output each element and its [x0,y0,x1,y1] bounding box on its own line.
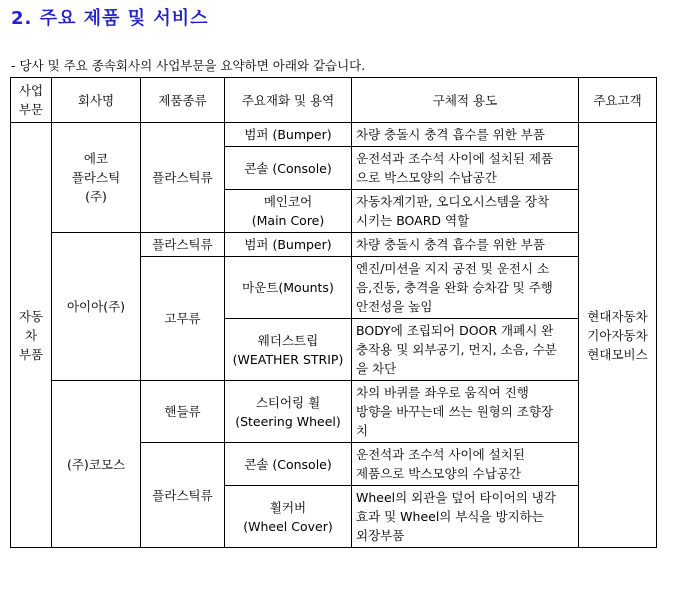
customer-cell: 현대자동차 기아자동차 현대모비스 [579,123,657,548]
header-usage: 구체적 용도 [352,78,579,123]
material-cell: 콘솔 (Console) [225,147,352,190]
type-handle: 핸들류 [141,381,225,443]
type-plastic-eco: 플라스틱류 [141,123,225,233]
intro-text: - 당사 및 주요 종속회사의 사업부문을 요약하면 아래와 같습니다. [11,58,366,73]
usage-cell: Wheel의 외관을 덮어 타이어의 냉각 효과 및 Wheel의 부식을 방지하는 외장부품 [352,486,579,548]
material-cell: 범퍼 (Bumper) [225,123,352,147]
header-segment: 사업 부문 [11,78,52,123]
material-cell: 웨더스트립 (WEATHER STRIP) [225,319,352,381]
usage-cell: 운전석과 조수석 사이에 설치된 제품으로 박스모양의 수납공간 [352,443,579,486]
usage-cell: 차량 충돌시 충격 흡수를 위한 부품 [352,233,579,257]
usage-cell: BODY에 조립되어 DOOR 개폐시 완 충작용 및 외부공기, 먼지, 소음, 수분 을 차단 [352,319,579,381]
header-material: 주요재화 및 용역 [225,78,352,123]
material-cell: 휠커버 (Wheel Cover) [225,486,352,548]
segment-cell: 자동차 부품 [11,123,52,548]
type-plastic-iaia: 플라스틱류 [141,233,225,257]
usage-cell: 엔진/미션을 지지 공전 및 운전시 소 음,진동, 충격을 완화 승차감 및 주행 안전성을 높임 [352,257,579,319]
usage-cell: 운전석과 조수석 사이에 설치된 제품 으로 박스모양의 수납공간 [352,147,579,190]
table-header-row [11,78,657,123]
header-product-type: 제품종류 [141,78,225,123]
table-row [11,233,657,257]
business-table [10,77,657,548]
usage-cell: 차량 충돌시 충격 흡수를 위한 부품 [352,123,579,147]
section-title: 2. 주요 제품 및 서비스 [11,8,209,29]
material-cell: 스티어링 휠 (Steering Wheel) [225,381,352,443]
type-plastic-comos: 플라스틱류 [141,443,225,548]
material-cell: 메인코어 (Main Core) [225,190,352,233]
material-cell: 마운트(Mounts) [225,257,352,319]
company-iaia: 아이아(주) [52,233,141,381]
material-cell: 콘솔 (Console) [225,443,352,486]
material-cell: 범퍼 (Bumper) [225,233,352,257]
company-eco: 에코 플라스틱 (주) [52,123,141,233]
type-rubber: 고무류 [141,257,225,381]
header-company: 회사명 [52,78,141,123]
company-comos: (주)코모스 [52,381,141,548]
table-row [11,381,657,443]
usage-cell: 자동차계기판, 오디오시스템을 장착 시키는 BOARD 역할 [352,190,579,233]
usage-cell: 차의 바퀴를 좌우로 움직여 진행 방향을 바꾸는데 쓰는 원형의 조향장 치 [352,381,579,443]
table-row [11,123,657,147]
header-customer: 주요고객 [579,78,657,123]
